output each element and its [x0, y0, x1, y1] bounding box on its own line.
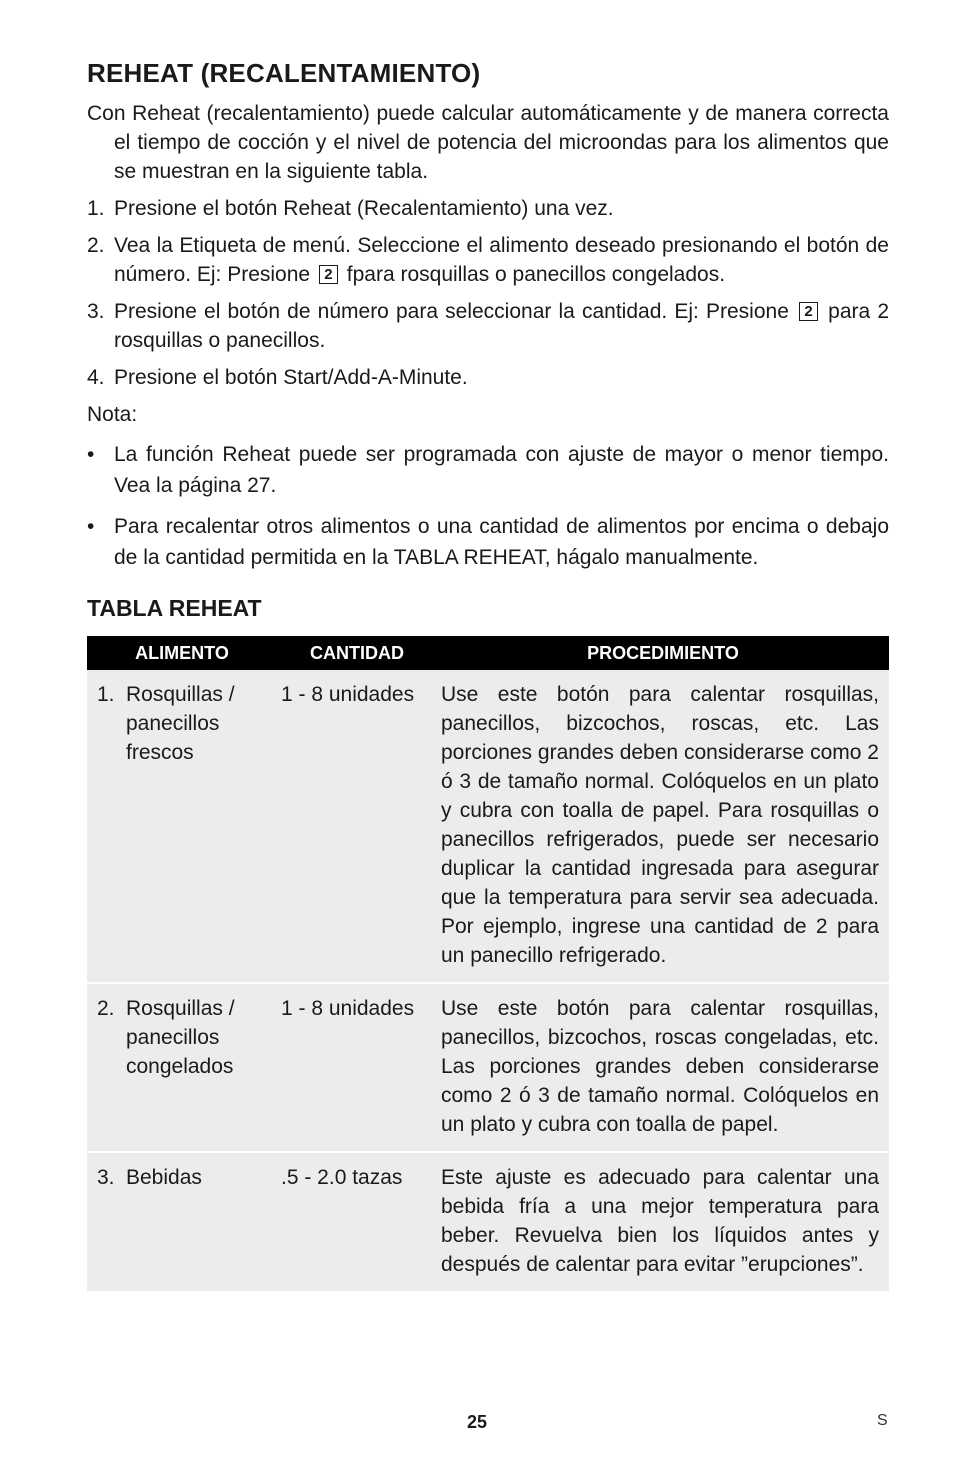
step-number: 1. [87, 197, 105, 220]
step-text-before: Vea la Etiqueta de menú. Seleccione el alimento deseado presionando el botón de número. Ej: Presione [114, 234, 889, 286]
page-title: REHEAT (RECALENTAMIENTO) [87, 58, 481, 88]
row-number: 1. [97, 683, 115, 706]
row-number: 2. [97, 997, 115, 1020]
intro-paragraph: Con Reheat (recalentamiento) puede calcular automáticamente y de manera correcta el tiempo de cocción y el nivel de potencia del microondas para los alimentos que se muestran en la siguiente tabla. [87, 102, 889, 183]
note-item [87, 439, 889, 501]
procedure-cell: Use este botón para calentar rosquillas, panecillos, bizcochos, roscas congeladas, etc. Las porciones grandes deben considerarse como 2 ó 3 de tamaño normal. Colóquelos en un plato y cubra con toalla de papel. [437, 983, 889, 1152]
header-alimento: ALIMENTO [87, 636, 277, 670]
step-number: 4. [87, 366, 105, 389]
table-header-row [87, 636, 889, 670]
header-procedimiento: PROCEDIMIENTO [437, 636, 889, 670]
step-text-after: fpara rosquillas o panecillos congelados. [346, 263, 726, 286]
step-3 [87, 297, 889, 355]
reheat-table [87, 636, 889, 1293]
row-number: 3. [97, 1166, 115, 1189]
step-text [114, 297, 889, 355]
number-key-icon: 2 [799, 302, 818, 321]
step-2 [87, 231, 889, 289]
table-row [87, 1152, 889, 1292]
step-text-before: Presione el botón de número para seleccionar la cantidad. Ej: Presione [114, 300, 789, 323]
step-text-after: para 2 rosquillas o panecillos. [114, 300, 889, 352]
food-name: Bebidas [126, 1166, 202, 1189]
table-row [87, 670, 889, 983]
language-marker: S [877, 1412, 888, 1429]
bullet-icon: • [87, 443, 95, 466]
bullet-icon: • [87, 515, 95, 538]
quantity-cell: 1 - 8 unidades [277, 983, 437, 1152]
step-4 [87, 363, 889, 392]
procedure-cell: Use este botón para calentar rosquillas, panecillos, bizcochos, roscas, etc. Las porciones grandes deben considerarse como 2 ó 3 de tamaño normal. Colóquelos en un plato y cubra con toalla de papel. Para rosquillas o panecillos refrigerados, puede ser necesario duplicar la cantidad ingresada para asegurar que la temperatura para servir sea adecuada. Por ejemplo, ingrese una cantidad de 2 para un panecillo refrigerado. [437, 670, 889, 983]
food-name: Rosquillas / panecillos frescos [126, 683, 235, 764]
note-label: Nota: [87, 403, 138, 426]
procedure-cell: Este ajuste es adecuado para calentar una bebida fría a una mejor temperatura para beber. Revuelva bien los líquidos antes y después de calentar para evitar ”erupciones”. [437, 1152, 889, 1292]
table-row [87, 983, 889, 1152]
page-content [87, 58, 889, 1293]
step-text [114, 231, 889, 289]
step-1 [87, 194, 889, 223]
food-cell [87, 1152, 277, 1292]
note-item [87, 511, 889, 573]
quantity-cell: .5 - 2.0 tazas [277, 1152, 437, 1292]
note-text: La función Reheat puede ser programada con ajuste de mayor o menor tiempo. Vea la página 27. [114, 443, 889, 497]
page-number: 25 [466, 1412, 488, 1432]
header-cantidad: CANTIDAD [277, 636, 437, 670]
table-title: TABLA REHEAT [87, 595, 262, 621]
step-number: 3. [87, 300, 105, 323]
step-text: Presione el botón Reheat (Recalentamiento) una vez. [114, 197, 614, 220]
number-key-icon: 2 [319, 265, 338, 284]
step-text: Presione el botón Start/Add-A-Minute. [114, 366, 468, 389]
note-text: Para recalentar otros alimentos o una cantidad de alimentos por encima o debajo de la cantidad permitida en la TABLA REHEAT, hágalo manualmente. [114, 515, 889, 569]
food-name: Rosquillas / panecillos congelados [126, 997, 235, 1078]
step-number: 2. [87, 234, 105, 257]
quantity-cell: 1 - 8 unidades [277, 670, 437, 983]
food-cell [87, 983, 277, 1152]
food-cell [87, 670, 277, 983]
